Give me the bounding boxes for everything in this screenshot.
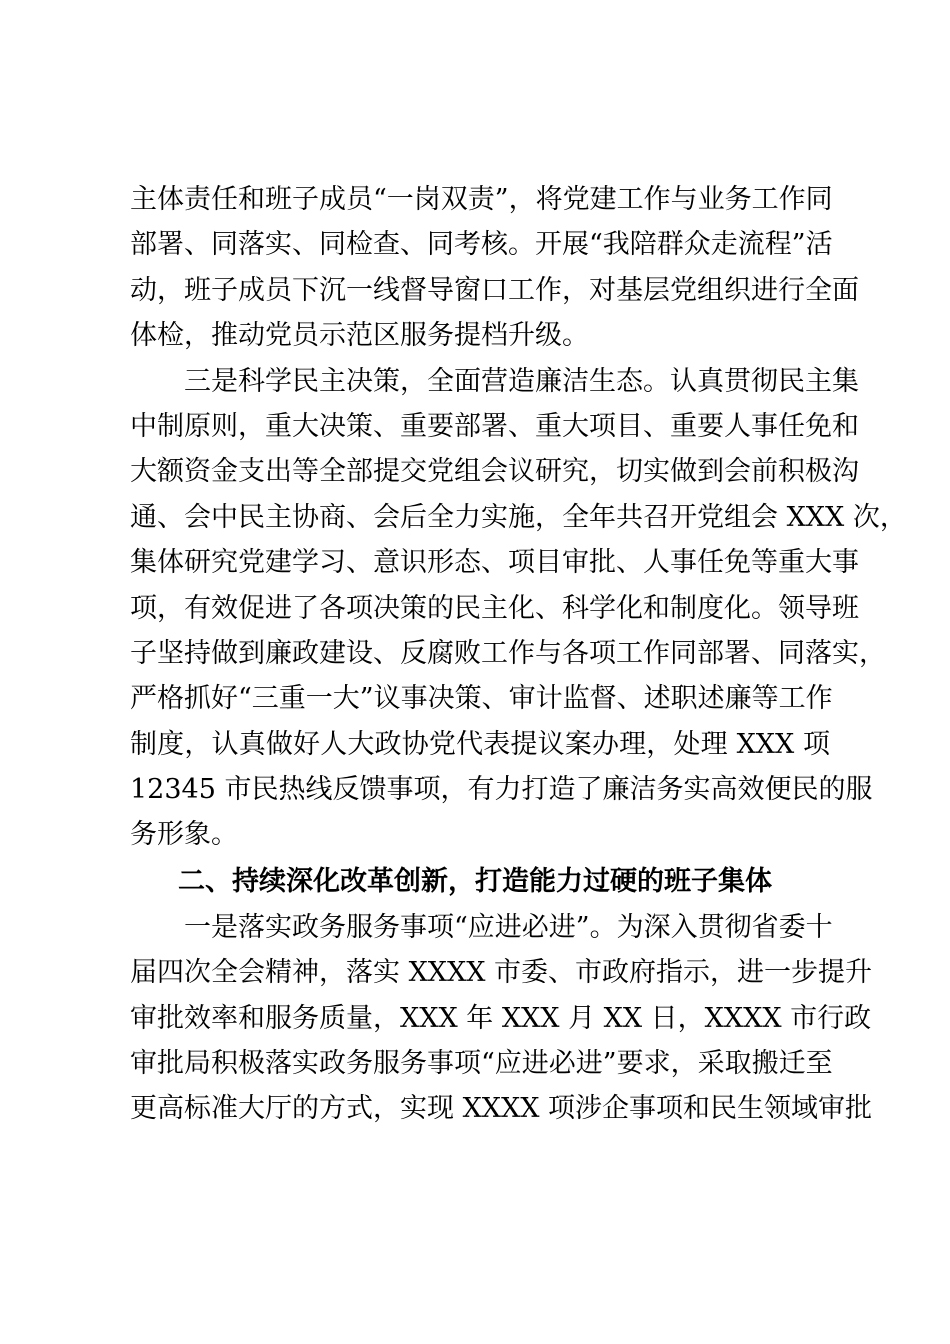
text-line: 三是科学民主决策，全面营造廉洁生态。认真贯彻民主集 bbox=[184, 365, 859, 397]
text-line: 届四次全会精神，落实 XXXX 市委、市政府指示，进一步提升 bbox=[130, 957, 873, 989]
text-line: 中制原则，重大决策、重要部署、重大项目、重要人事任免和 bbox=[130, 410, 859, 442]
text-line: 项，有效促进了各项决策的民主化、科学化和制度化。领导班 bbox=[130, 592, 859, 624]
text-line: 动，班子成员下沉一线督导窗口工作，对基层党组织进行全面 bbox=[130, 274, 859, 306]
text-line: 审批局积极落实政务服务事项“应进必进”要求，采取搬迁至 bbox=[130, 1048, 833, 1080]
paragraph-1 bbox=[130, 177, 859, 359]
text-line: 严格抓好“三重一大”议事决策、审计监督、述职述廉等工作 bbox=[130, 683, 833, 715]
text-line: 体检，推动党员示范区服务提档升级。 bbox=[130, 320, 589, 352]
text-line: 子坚持做到廉政建设、反腐败工作与各项工作同部署、同落实， bbox=[130, 637, 886, 669]
paragraph-3 bbox=[130, 905, 873, 1132]
text-line: 通、会中民主协商、会后全力实施，全年共召开党组会 XXX 次， bbox=[130, 501, 907, 533]
text-line: 制度，认真做好人大政协党代表提议案办理，处理 XXX 项 bbox=[130, 728, 830, 760]
text-line: 审批效率和服务质量，XXX 年 XXX 月 XX 日，XXXX 市行政 bbox=[130, 1002, 872, 1034]
text-line: 12345 市民热线反馈事项，有力打造了廉洁务实高效便民的服 bbox=[130, 774, 873, 806]
text-line: 部署、同落实、同检查、同考核。开展“我陪群众走流程”活 bbox=[130, 229, 833, 261]
text-line: 主体责任和班子成员“一岗双责”，将党建工作与业务工作同 bbox=[130, 184, 833, 215]
text-line: 更高标准大厅的方式，实现 XXXX 项涉企事项和民生领域审批 bbox=[130, 1093, 873, 1125]
section-heading: 二、持续深化改革创新，打造能力过硬的班子集体 bbox=[178, 865, 772, 897]
document-page bbox=[130, 177, 907, 1132]
paragraph-2 bbox=[130, 359, 907, 858]
text-line: 大额资金支出等全部提交党组会议研究，切实做到会前积极沟 bbox=[130, 456, 859, 488]
text-line: 集体研究党建学习、意识形态、项目审批、人事任免等重大事 bbox=[130, 547, 859, 579]
text-line: 一是落实政务服务事项“应进必进”。为深入贯彻省委十 bbox=[184, 911, 833, 943]
text-line: 务形象。 bbox=[130, 819, 238, 851]
